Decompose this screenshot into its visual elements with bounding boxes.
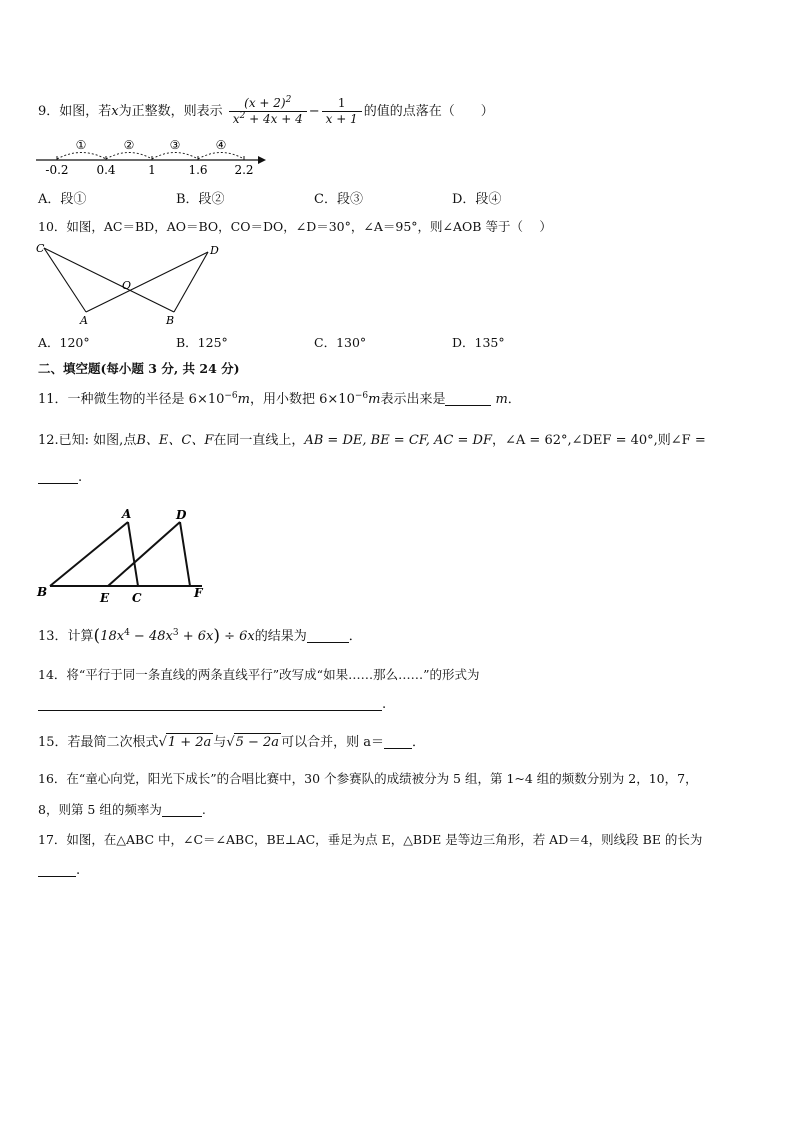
q9-fraction-1 bbox=[229, 96, 307, 127]
q13-answer-blank[interactable] bbox=[307, 628, 349, 643]
q11-exp-2: −6 bbox=[354, 391, 369, 401]
q15-suffix: 可以合并，则 a＝ bbox=[281, 735, 384, 750]
q12-end: . bbox=[78, 470, 83, 485]
q11-unit: m bbox=[237, 392, 250, 407]
q9-middle: 为正整数，则表示 bbox=[118, 104, 223, 119]
q16-line2-text: 8，则第 5 组的频率为 bbox=[38, 802, 162, 817]
q9-frac2-num: 1 bbox=[322, 96, 362, 112]
tick-label-4: 1.6 bbox=[188, 163, 208, 177]
q9-option-b[interactable]: B．段② bbox=[176, 192, 225, 207]
q9-minus: − bbox=[308, 104, 320, 119]
q16-answer-blank[interactable] bbox=[162, 802, 202, 817]
q11-exp: −6 bbox=[224, 391, 238, 401]
tick-label-2: 0.4 bbox=[96, 163, 116, 177]
q12-sep: ， bbox=[491, 433, 505, 448]
question-17-line-2 bbox=[38, 862, 80, 880]
q13-exp-b: 3 bbox=[172, 628, 179, 638]
q14-answer-line bbox=[38, 696, 386, 714]
q12-answer-line bbox=[38, 469, 82, 487]
question-16-line-1: 16．在“童心向党，阳光下成长”的合唱比赛中，30 个参赛队的成绩被分为 5 组，第 1~4 组的频数分别为 2，10，7， bbox=[38, 771, 698, 786]
q11-end: ． bbox=[507, 392, 521, 407]
section-heading: 二、填空题(每小题 3 分, 共 24 分) bbox=[38, 361, 240, 376]
q11-prefix: 11．一种微生物的半径是 6×10 bbox=[38, 392, 225, 407]
q9-frac1-den: x bbox=[232, 112, 240, 126]
q10-label-a: A bbox=[80, 314, 88, 327]
tick-label-5: 2.2 bbox=[234, 163, 254, 177]
q13-paren-close: ) bbox=[213, 626, 220, 646]
q17-end: . bbox=[76, 863, 81, 878]
q12-label-a: A bbox=[122, 507, 132, 521]
q12-middle: 在同一直线上， bbox=[213, 433, 305, 448]
q12-label-e: E bbox=[100, 591, 110, 602]
segment-label-1: ① bbox=[75, 138, 87, 152]
q10-option-a[interactable]: A．120° bbox=[38, 335, 90, 350]
q11-unit-2: m bbox=[368, 392, 381, 407]
q11-suffix: 表示出来是 bbox=[380, 392, 446, 407]
q10-figure bbox=[34, 240, 234, 330]
q9-number-line bbox=[36, 136, 266, 178]
q12-angles: ∠A = 62°,∠DEF = 40° bbox=[505, 433, 654, 448]
q11-middle: ，用小数把 6×10 bbox=[250, 392, 355, 407]
q9-suffix: 的值的点落在（ ） bbox=[363, 104, 494, 119]
question-16-line-2 bbox=[38, 801, 206, 819]
q9-frac1-num-exp: 2 bbox=[285, 95, 292, 105]
q13-term-c: + 6x bbox=[178, 629, 214, 644]
q13-prefix: 13．计算 bbox=[38, 629, 94, 644]
q12-prefix: 12.已知: 如图,点 bbox=[38, 433, 137, 448]
segment-label-2: ② bbox=[123, 138, 135, 152]
q9-frac2-den: x + 1 bbox=[325, 112, 358, 126]
q12-suffix: ,则∠F = bbox=[653, 433, 706, 448]
question-13 bbox=[38, 627, 362, 646]
question-12 bbox=[38, 432, 706, 450]
q10-label-c: C bbox=[36, 242, 45, 255]
tick-label-1: -0.2 bbox=[45, 163, 69, 177]
question-17-line-1: 17．如图，在△ABC 中，∠C＝∠ABC，BE⊥AC，垂足为点 E，△BDE 是等边三角形，若 AD＝4，则线段 BE 的长为 bbox=[38, 832, 703, 847]
segment-label-4: ④ bbox=[215, 138, 227, 152]
q9-frac1-den-exp: 2 bbox=[239, 111, 246, 121]
q13-exp-a: 4 bbox=[124, 628, 130, 638]
q15-radicand-2: 5 − 2a bbox=[235, 735, 280, 750]
q10-option-d[interactable]: D．135° bbox=[452, 335, 505, 350]
question-10: 10．如图，AC＝BD，AO＝BO，CO＝DO，∠D＝30°，∠A＝95°，则∠AOB 等于（ ） bbox=[38, 219, 552, 234]
q16-end: . bbox=[201, 802, 206, 817]
q12-figure bbox=[34, 506, 214, 602]
q15-end: ． bbox=[411, 735, 425, 750]
q12-answer-blank[interactable] bbox=[38, 469, 78, 484]
q10-option-b[interactable]: B．125° bbox=[176, 335, 228, 350]
q15-prefix: 15．若最简二次根式 bbox=[38, 735, 159, 750]
q12-conditions: AB = DE, BE = CF, AC = DF bbox=[304, 433, 492, 448]
question-11 bbox=[38, 391, 521, 409]
q15-radical-1: √1 + 2a bbox=[158, 735, 212, 750]
q14-answer-blank[interactable] bbox=[38, 696, 382, 711]
q14-end: . bbox=[382, 697, 387, 712]
q12-label-f: F bbox=[194, 586, 203, 600]
q11-unit-3: m bbox=[495, 392, 508, 407]
q13-term-b: − 48x bbox=[129, 629, 173, 644]
q12-label-d: D bbox=[176, 508, 187, 522]
q15-answer-blank[interactable] bbox=[384, 734, 412, 749]
question-9 bbox=[38, 96, 494, 127]
q10-label-o: O bbox=[122, 279, 132, 292]
q17-answer-blank[interactable] bbox=[38, 862, 76, 877]
q9-option-c[interactable]: C．段③ bbox=[314, 192, 363, 207]
q15-radical-2: √5 − 2a bbox=[226, 735, 280, 750]
q9-frac1-den-rest: + 4x + 4 bbox=[245, 112, 303, 126]
q9-option-a[interactable]: A．段① bbox=[38, 192, 87, 207]
q12-label-c: C bbox=[132, 591, 142, 602]
q10-label-d: D bbox=[210, 244, 219, 257]
q9-prefix: 9．如图，若 bbox=[38, 104, 112, 119]
q9-var: x bbox=[111, 104, 119, 119]
q10-option-c[interactable]: C．130° bbox=[314, 335, 367, 350]
q15-radicand-1: 1 + 2a bbox=[167, 735, 212, 750]
q13-term-a: 18x bbox=[100, 629, 125, 644]
q15-mid: 与 bbox=[213, 735, 227, 750]
q13-divide: ÷ 6x bbox=[219, 629, 255, 644]
q10-label-b: B bbox=[166, 314, 175, 327]
question-15 bbox=[38, 733, 425, 752]
q9-option-d[interactable]: D．段④ bbox=[452, 192, 502, 207]
q9-fraction-2 bbox=[322, 96, 362, 127]
q9-frac1-num: (x + 2) bbox=[244, 96, 286, 110]
question-14: 14．将“平行于同一条直线的两条直线平行”改写成“如果……那么……”的形式为 bbox=[38, 667, 480, 682]
q13-end: ． bbox=[348, 629, 362, 644]
q12-label-b: B bbox=[37, 585, 48, 599]
q13-paren-open: ( bbox=[93, 626, 101, 646]
q12-points: B、E、C、F bbox=[136, 433, 214, 448]
tick-label-3: 1 bbox=[148, 163, 156, 177]
q13-suffix: 的结果为 bbox=[254, 629, 307, 644]
segment-label-3: ③ bbox=[169, 138, 181, 152]
q11-answer-blank[interactable] bbox=[445, 391, 491, 406]
